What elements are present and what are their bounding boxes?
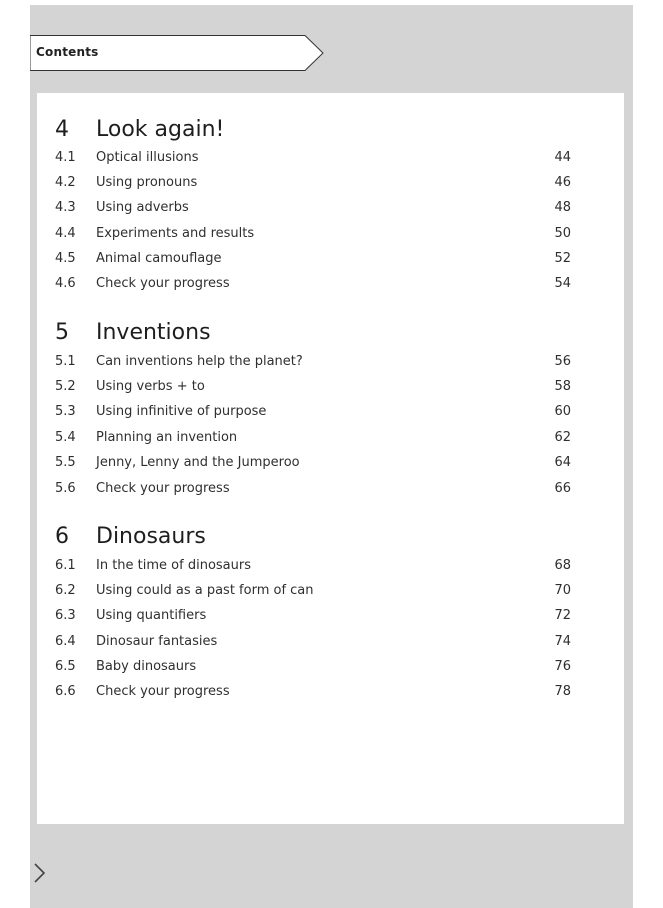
contents-panel: [37, 93, 624, 824]
lesson-row[interactable]: [37, 659, 624, 679]
unit-number: 5: [55, 320, 69, 345]
lesson-number: 6.5: [55, 659, 76, 674]
lesson-row[interactable]: [37, 430, 624, 450]
lesson-row[interactable]: [37, 175, 624, 195]
lesson-page: 78: [554, 684, 571, 699]
lesson-title: Using could as a past form of can: [96, 583, 314, 598]
lesson-title: Jenny, Lenny and the Jumperoo: [96, 455, 300, 470]
lesson-page: 54: [554, 276, 571, 291]
lesson-title: Using infinitive of purpose: [96, 404, 267, 419]
lesson-number: 5.4: [55, 430, 76, 445]
lesson-page: 44: [554, 150, 571, 165]
lesson-page: 68: [554, 558, 571, 573]
lesson-number: 5.2: [55, 379, 76, 394]
unit-header-4: [37, 117, 624, 147]
lesson-page: 74: [554, 634, 571, 649]
lesson-title: Experiments and results: [96, 226, 255, 241]
lesson-row[interactable]: [37, 276, 624, 296]
unit-title: Inventions: [96, 320, 211, 345]
unit-header-5: [37, 320, 624, 350]
lesson-number: 4.2: [55, 175, 76, 190]
lesson-page: 50: [554, 226, 571, 241]
lesson-row[interactable]: [37, 404, 624, 424]
lesson-row[interactable]: [37, 558, 624, 578]
lesson-row[interactable]: [37, 684, 624, 704]
lesson-page: 64: [554, 455, 571, 470]
lesson-title: Using quantifiers: [96, 608, 207, 623]
lesson-row[interactable]: [37, 481, 624, 501]
lesson-title: Using adverbs: [96, 200, 189, 215]
lesson-number: 5.6: [55, 481, 76, 496]
lesson-number: 5.3: [55, 404, 76, 419]
lesson-title: Check your progress: [96, 481, 230, 496]
lesson-row[interactable]: [37, 379, 624, 399]
lesson-title: Using pronouns: [96, 175, 198, 190]
lesson-page: 58: [554, 379, 571, 394]
contents-tab: [30, 35, 324, 71]
lesson-number: 6.4: [55, 634, 76, 649]
lesson-title: Can inventions help the planet?: [96, 354, 303, 369]
lesson-row[interactable]: [37, 455, 624, 475]
lesson-title: Animal camouflage: [96, 251, 222, 266]
lesson-title: Dinosaur fantasies: [96, 634, 218, 649]
lesson-row[interactable]: [37, 226, 624, 246]
lesson-number: 5.1: [55, 354, 76, 369]
lesson-row[interactable]: [37, 634, 624, 654]
contents-label: Contents: [36, 45, 99, 59]
lesson-row[interactable]: [37, 354, 624, 374]
lesson-title: Check your progress: [96, 276, 230, 291]
unit-title: Dinosaurs: [96, 524, 206, 549]
lesson-title: Planning an invention: [96, 430, 238, 445]
lesson-title: Optical illusions: [96, 150, 199, 165]
lesson-number: 5.5: [55, 455, 76, 470]
lesson-number: 6.2: [55, 583, 76, 598]
lesson-page: 62: [554, 430, 571, 445]
unit-header-6: [37, 524, 624, 554]
lesson-title: Baby dinosaurs: [96, 659, 197, 674]
lesson-number: 4.4: [55, 226, 76, 241]
lesson-title: In the time of dinosaurs: [96, 558, 251, 573]
lesson-row[interactable]: [37, 251, 624, 271]
lesson-row[interactable]: [37, 150, 624, 170]
lesson-number: 4.1: [55, 150, 76, 165]
lesson-title: Check your progress: [96, 684, 230, 699]
lesson-row[interactable]: [37, 200, 624, 220]
lesson-title: Using verbs + to: [96, 379, 205, 394]
lesson-number: 6.3: [55, 608, 76, 623]
lesson-number: 4.5: [55, 251, 76, 266]
unit-title: Look again!: [96, 117, 225, 142]
unit-number: 6: [55, 524, 69, 549]
lesson-page: 72: [554, 608, 571, 623]
lesson-number: 6.1: [55, 558, 76, 573]
lesson-page: 66: [554, 481, 571, 496]
lesson-page: 60: [554, 404, 571, 419]
lesson-page: 48: [554, 200, 571, 215]
lesson-page: 56: [554, 354, 571, 369]
lesson-row[interactable]: [37, 583, 624, 603]
lesson-page: 46: [554, 175, 571, 190]
unit-number: 4: [55, 117, 69, 142]
chevron-right-icon[interactable]: [33, 862, 47, 888]
lesson-page: 70: [554, 583, 571, 598]
lesson-row[interactable]: [37, 608, 624, 628]
lesson-page: 76: [554, 659, 571, 674]
lesson-page: 52: [554, 251, 571, 266]
lesson-number: 4.6: [55, 276, 76, 291]
lesson-number: 4.3: [55, 200, 76, 215]
lesson-number: 6.6: [55, 684, 76, 699]
